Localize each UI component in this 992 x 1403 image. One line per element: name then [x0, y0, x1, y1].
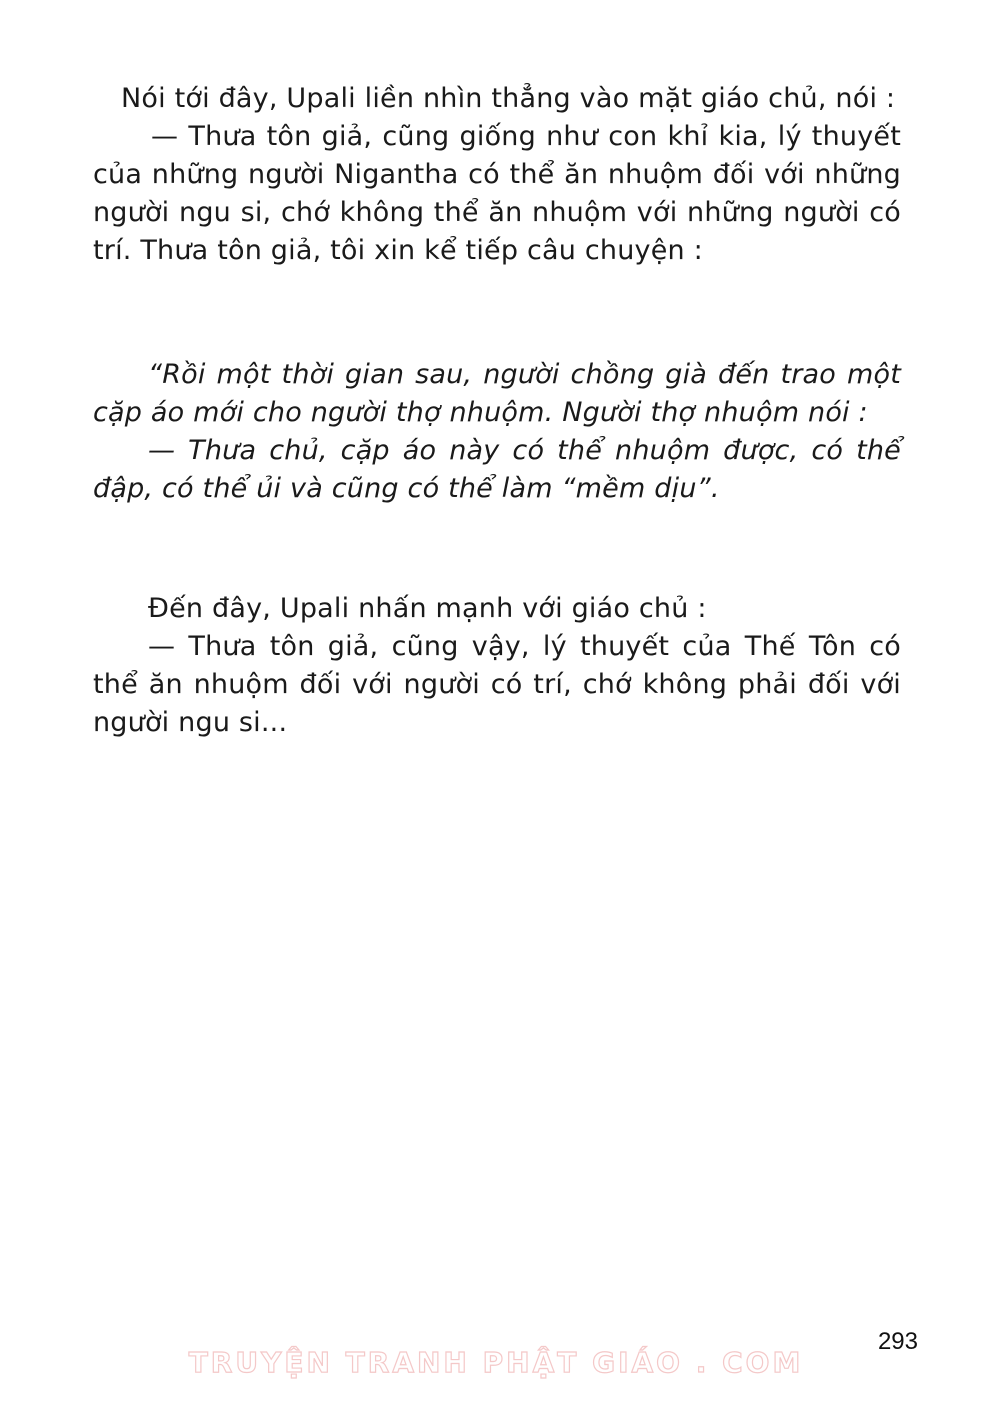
narrative-paragraph: Đến đây, Upali nhấn mạnh với giáo chủ :: [148, 593, 707, 624]
narrative-paragraph: Nói tới đây, Upali liền nhìn thẳng vào mặt giáo chủ, nói :: [121, 83, 896, 114]
site-watermark: TRUYỆN TRANH PHẬT GIÁO . COM: [188, 1346, 804, 1379]
quoted-dialogue-paragraph: — Thưa chủ, cặp áo này có thể nhuộm được, có thể đập, có thể ủi và cũng có thể làm “mềm dịu”.: [93, 435, 901, 504]
quoted-narrative-paragraph: “Rồi một thời gian sau, người chồng già đến trao một cặp áo mới cho người thợ nhuộm. Người thợ nhuộm nói :: [93, 359, 901, 428]
page-number: 293: [877, 1328, 918, 1355]
narrative-block-1: [93, 80, 901, 270]
dialogue-paragraph: — Thưa tôn giả, cũng giống như con khỉ kia, lý thuyết của những người Nigantha có thể ăn nhuộm đối với những người ngu si, chớ không thể ăn nhuộm với những người có trí. Thưa tôn giả, tôi xin kể tiếp câu chuyện :: [93, 121, 901, 266]
narrative-block-2: [93, 590, 901, 742]
quoted-story-block: [93, 356, 901, 508]
dialogue-paragraph: — Thưa tôn giả, cũng vậy, lý thuyết của Thế Tôn có thể ăn nhuộm đối với người có trí, chớ không phải đối với người ngu si...: [93, 631, 901, 738]
